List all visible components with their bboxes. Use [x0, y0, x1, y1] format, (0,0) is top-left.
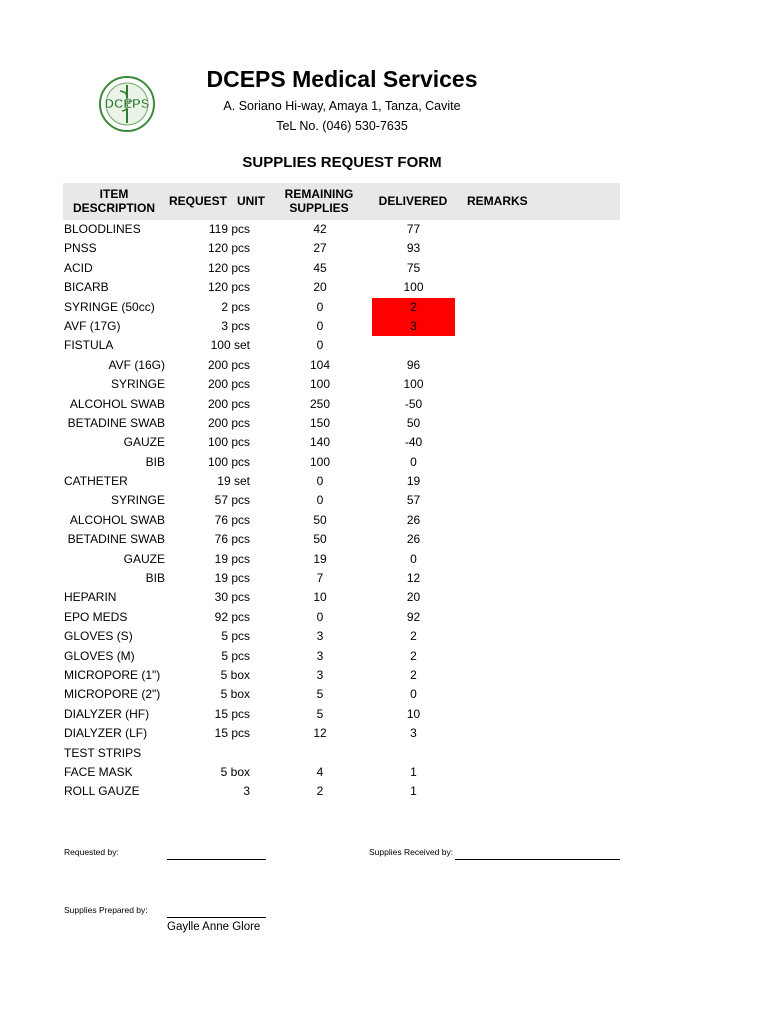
- cell-delivered: 93: [406, 241, 421, 256]
- table-row: [0, 685, 768, 704]
- cell-request-unit: 76 pcs: [214, 532, 250, 547]
- table-row: [0, 608, 768, 627]
- cell-remaining: 3: [316, 648, 324, 663]
- cell-delivered: 3: [410, 318, 417, 333]
- cell-item: ACID: [64, 260, 93, 275]
- cell-item: GAUZE: [123, 551, 165, 566]
- cell-request-unit: 30 pcs: [214, 590, 250, 605]
- cell-request-unit: 5 pcs: [221, 629, 250, 644]
- cell-delivered: 96: [406, 357, 421, 372]
- header-request-unit: REQUEST UNIT: [168, 194, 265, 208]
- table-row: [0, 472, 768, 491]
- cell-item: PNSS: [64, 241, 97, 256]
- cell-item: ROLL GAUZE: [64, 784, 140, 799]
- cell-item: FACE MASK: [64, 764, 133, 779]
- table-row: [0, 569, 768, 588]
- cell-delivered: 12: [406, 571, 421, 586]
- cell-request-unit: 3 pcs: [221, 318, 250, 333]
- cell-delivered: 26: [406, 532, 421, 547]
- cell-item: BIB: [145, 571, 165, 586]
- cell-request-unit: 5 box: [220, 687, 250, 702]
- table-row: [0, 433, 768, 452]
- cell-request-unit: 15 pcs: [214, 726, 250, 741]
- cell-item: HEPARIN: [64, 590, 117, 605]
- cell-item: BETADINE SWAB: [67, 415, 165, 430]
- cell-delivered: 26: [406, 512, 421, 527]
- cell-request-unit: 19 pcs: [214, 571, 250, 586]
- cell-remaining: 20: [313, 280, 327, 295]
- cell-delivered: 92: [406, 609, 421, 624]
- cell-delivered: 77: [406, 222, 421, 236]
- cell-remaining: 4: [316, 764, 324, 779]
- cell-item: BICARB: [64, 280, 109, 295]
- table-row: [0, 259, 768, 278]
- table-row: [0, 336, 768, 355]
- prepared-by-line: [167, 917, 266, 918]
- form-title: SUPPLIES REQUEST FORM: [242, 154, 442, 171]
- cell-remaining: 3: [316, 629, 324, 644]
- cell-remaining: 50: [313, 512, 327, 527]
- cell-request-unit: 19 set: [217, 474, 250, 489]
- cell-delivered: -40: [404, 435, 423, 450]
- cell-item: TEST STRIPS: [64, 745, 142, 760]
- requested-by-line: [167, 859, 266, 860]
- cell-remaining: 0: [316, 609, 324, 624]
- cell-delivered: 50: [406, 415, 421, 430]
- table-row: [0, 627, 768, 646]
- prepared-by-name: Gaylle Anne Glore: [167, 921, 261, 933]
- cell-remaining: 140: [309, 435, 331, 450]
- table-header: [63, 183, 620, 220]
- cell-delivered: 100: [403, 280, 424, 295]
- prepared-by-label: Supplies Prepared by:: [64, 905, 148, 915]
- table-row: [0, 647, 768, 666]
- cell-delivered: 0: [410, 454, 417, 469]
- cell-item: MICROPORE (1"): [64, 667, 161, 682]
- cell-request-unit: 5 pcs: [221, 648, 250, 663]
- cell-remaining: 5: [316, 706, 324, 721]
- cell-item: EPO MEDS: [64, 609, 128, 624]
- cell-item: FISTULA: [64, 338, 114, 353]
- table-row: [0, 491, 768, 510]
- cell-request-unit: 200 pcs: [207, 377, 250, 392]
- cell-request-unit: 120 pcs: [207, 241, 250, 256]
- cell-request-unit: 15 pcs: [214, 706, 250, 721]
- cell-item: GAUZE: [123, 435, 165, 450]
- cell-remaining: 27: [313, 241, 327, 256]
- cell-item: SYRINGE (50cc): [64, 299, 155, 314]
- cell-item: CATHETER: [64, 474, 128, 489]
- table-row: [0, 511, 768, 530]
- table-row: [0, 453, 768, 472]
- cell-request-unit: 92 pcs: [214, 609, 250, 624]
- cell-delivered: 10: [406, 706, 421, 721]
- cell-delivered: 3: [410, 726, 417, 741]
- cell-remaining: 104: [309, 357, 331, 372]
- org-telephone: TeL No. (046) 530-7635: [276, 119, 408, 133]
- cell-remaining: 7: [316, 571, 324, 586]
- cell-request-unit: 57 pcs: [214, 493, 250, 508]
- cell-request-unit: 100 set: [210, 338, 250, 353]
- cell-delivered: 1: [410, 764, 417, 779]
- header-item-description: ITEM DESCRIPTION: [72, 187, 155, 215]
- cell-item: MICROPORE (2"): [64, 687, 161, 702]
- cell-delivered: 75: [406, 260, 421, 275]
- org-address: A. Soriano Hi-way, Amaya 1, Tanza, Cavite: [223, 99, 461, 113]
- table-row: [0, 414, 768, 433]
- cell-remaining: 0: [316, 338, 324, 353]
- cell-remaining: 2: [316, 784, 324, 799]
- cell-request-unit: 100 pcs: [207, 454, 250, 469]
- table-row: [0, 782, 768, 801]
- cell-request-unit: 76 pcs: [214, 512, 250, 527]
- supplies-table-body: [0, 220, 768, 802]
- cell-item: SYRINGE: [110, 493, 165, 508]
- cell-remaining: 250: [309, 396, 331, 411]
- cell-remaining: 0: [316, 474, 324, 489]
- cell-remaining: 45: [313, 260, 327, 275]
- cell-request-unit: 3: [243, 784, 250, 799]
- cell-delivered: 2: [410, 648, 417, 663]
- cell-delivered: 19: [406, 474, 421, 489]
- cell-item: AVF (17G): [64, 318, 121, 333]
- cell-item: ALCOHOL SWAB: [69, 396, 165, 411]
- table-row: [0, 530, 768, 549]
- table-row: [0, 588, 768, 607]
- header-delivered: DELIVERED: [378, 194, 448, 208]
- cell-item: ALCOHOL SWAB: [69, 512, 165, 527]
- cell-request-unit: 119 pcs: [208, 222, 250, 236]
- cell-remaining: 100: [309, 454, 331, 469]
- cell-request-unit: 120 pcs: [207, 260, 250, 275]
- cell-request-unit: 19 pcs: [214, 551, 250, 566]
- cell-request-unit: 2 pcs: [221, 299, 250, 314]
- cell-request-unit: 100 pcs: [207, 435, 250, 450]
- requested-by-label: Requested by:: [64, 847, 119, 857]
- cell-item: GLOVES (M): [64, 648, 135, 663]
- cell-item: BETADINE SWAB: [67, 532, 165, 547]
- cell-remaining: 12: [313, 726, 327, 741]
- cell-request-unit: 200 pcs: [207, 396, 250, 411]
- cell-delivered: -50: [404, 396, 423, 411]
- cell-remaining: 19: [313, 551, 327, 566]
- logo-text: DCEPS: [104, 96, 150, 111]
- table-row: [0, 744, 768, 763]
- cell-delivered: 2: [410, 299, 417, 314]
- table-row: [0, 298, 768, 317]
- table-row: [0, 356, 768, 375]
- table-row: [0, 317, 768, 336]
- table-row: [0, 220, 768, 239]
- cell-remaining: 0: [316, 299, 324, 314]
- cell-remaining: 10: [313, 590, 327, 605]
- cell-remaining: 5: [316, 687, 324, 702]
- cell-delivered: 2: [410, 629, 417, 644]
- table-row: [0, 375, 768, 394]
- cell-request-unit: 200 pcs: [207, 415, 250, 430]
- header-remarks: REMARKS: [467, 194, 528, 208]
- cell-item: BIB: [145, 454, 165, 469]
- cell-remaining: 3: [316, 667, 324, 682]
- table-row: [0, 550, 768, 569]
- cell-item: DIALYZER (LF): [64, 726, 148, 741]
- table-row: [0, 666, 768, 685]
- cell-remaining: 0: [316, 493, 324, 508]
- cell-item: DIALYZER (HF): [64, 706, 150, 721]
- cell-delivered: 57: [406, 493, 421, 508]
- cell-request-unit: 200 pcs: [207, 357, 250, 372]
- cell-remaining: 50: [313, 532, 327, 547]
- table-row: [0, 705, 768, 724]
- cell-request-unit: 120 pcs: [207, 280, 250, 295]
- received-by-label: Supplies Received by:: [369, 847, 454, 857]
- org-name: DCEPS Medical Services: [206, 66, 478, 92]
- cell-delivered: 20: [406, 590, 421, 605]
- cell-delivered: 0: [410, 687, 417, 702]
- cell-item: AVF (16G): [108, 357, 165, 372]
- cell-request-unit: 5 box: [220, 764, 250, 779]
- cell-remaining: 150: [309, 415, 331, 430]
- cell-remaining: 0: [316, 318, 324, 333]
- cell-remaining: 42: [313, 222, 327, 236]
- cell-delivered: 100: [403, 377, 424, 392]
- cell-item: BLOODLINES: [64, 222, 141, 236]
- cell-delivered: 1: [410, 784, 417, 799]
- table-row: [0, 724, 768, 743]
- table-row: [0, 395, 768, 414]
- cell-item: GLOVES (S): [64, 629, 133, 644]
- cell-delivered: 2: [410, 667, 417, 682]
- table-row: [0, 278, 768, 297]
- cell-request-unit: 5 box: [220, 667, 250, 682]
- cell-item: SYRINGE: [110, 377, 165, 392]
- header-remaining-supplies: REMAINING SUPPLIES: [284, 187, 354, 215]
- table-row: [0, 239, 768, 258]
- cell-remaining: 100: [309, 377, 331, 392]
- table-row: [0, 763, 768, 782]
- received-by-line: [455, 859, 620, 860]
- cell-delivered: 0: [410, 551, 417, 566]
